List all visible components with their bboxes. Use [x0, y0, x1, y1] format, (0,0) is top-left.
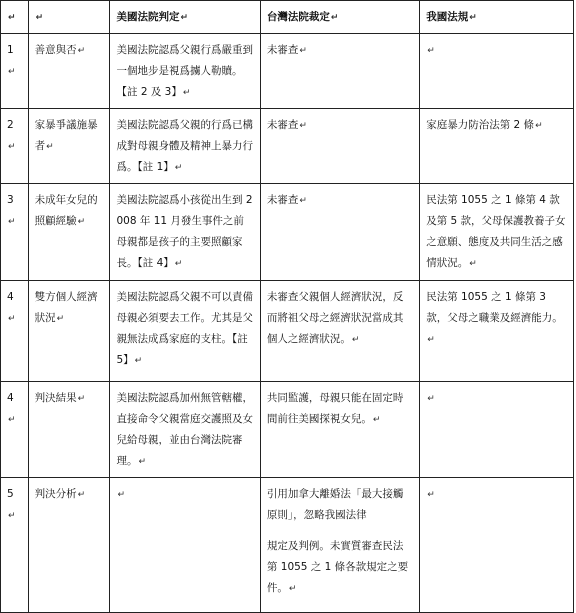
- paragraph-mark-icon: ↵: [351, 335, 360, 345]
- table-row: [1, 109, 574, 184]
- paragraph-mark-icon: ↵: [117, 490, 126, 500]
- row-number: 4: [7, 291, 14, 303]
- table-row: [1, 34, 574, 109]
- us-ruling-text: 美國法院認爲父親的行爲已構成對母親身體及精神上暴力行爲。【註 1】: [116, 119, 253, 173]
- paragraph-mark-icon: ↵: [134, 356, 143, 366]
- cell-law: [420, 281, 574, 382]
- cell-item: [28, 34, 110, 109]
- paragraph-mark-icon: ↵: [8, 67, 16, 77]
- cell-us: [110, 184, 260, 281]
- row-number: 3: [7, 194, 14, 206]
- cell-law: [420, 478, 574, 613]
- cell-num: [1, 184, 29, 281]
- cell-us: [110, 382, 260, 478]
- cell-law: [420, 382, 574, 478]
- table-row: [1, 382, 574, 478]
- us-ruling-text: 美國法院認爲父親行爲嚴重到一個地步是視爲擄人勒贖。【註 2 及 3】: [116, 44, 253, 98]
- cell-num: [1, 382, 29, 478]
- paragraph-mark-icon: ↵: [8, 142, 16, 152]
- cell-tw: [260, 478, 419, 613]
- paragraph-mark-icon: ↵: [427, 490, 435, 500]
- cell-law: [420, 34, 574, 109]
- cell-tw: [260, 281, 419, 382]
- header-us-ruling: 美國法院判定: [116, 11, 180, 23]
- paragraph-mark-icon: ↵: [8, 314, 16, 324]
- tw-ruling-text: 未審查父親個人經濟狀況，反而將祖父母之經濟狀況當成其個人之經濟狀況。: [266, 291, 404, 345]
- cell-num: [1, 34, 29, 109]
- paragraph-mark-icon: ↵: [174, 163, 183, 173]
- header-cell-tw: [260, 1, 419, 34]
- header-cell-us: [110, 1, 260, 34]
- cell-law: [420, 109, 574, 184]
- paragraph-mark-icon: ↵: [77, 46, 86, 56]
- tw-ruling-text: 共同監護，母親只能在固定時間前往美國探視女兒。: [266, 392, 404, 425]
- cell-item: [28, 281, 110, 382]
- paragraph-mark-icon: ↵: [427, 335, 435, 345]
- header-law: 我國法規: [426, 11, 469, 23]
- row-item: 未成年女兒的照顧經驗: [34, 194, 98, 227]
- header-tw-ruling: 台灣法院裁定: [266, 11, 330, 23]
- row-number: 2: [7, 119, 14, 131]
- row-number: 5: [7, 488, 14, 500]
- paragraph-mark-icon: ↵: [469, 259, 477, 269]
- tw-ruling-text: 未審查: [266, 44, 299, 56]
- header-cell-item: [28, 1, 110, 34]
- cell-tw: [260, 382, 419, 478]
- paragraph-mark-icon: ↵: [299, 196, 307, 206]
- law-text: 家庭暴力防治法第 2 條: [426, 119, 535, 131]
- cell-num: [1, 281, 29, 382]
- cell-us: [110, 478, 260, 613]
- paragraph-mark-icon: ↵: [8, 415, 16, 425]
- paragraph-mark-icon: ↵: [77, 490, 86, 500]
- paragraph-mark-icon: ↵: [8, 217, 16, 227]
- paragraph-mark-icon: ↵: [299, 46, 307, 56]
- cell-item: [28, 109, 110, 184]
- row-number: 4: [7, 392, 14, 404]
- law-text: 民法第 1055 之 1 條第 3 款，父母之職業及經濟能力。: [426, 291, 563, 324]
- cell-tw: [260, 109, 419, 184]
- paragraph-mark-icon: ↵: [288, 584, 297, 594]
- row-item: 家暴爭議施暴者: [34, 119, 98, 152]
- us-ruling-text: 美國法院認爲父親不可以責備母親必須要去工作。尤其是父親無法成爲家庭的支柱。【註 5】: [116, 291, 253, 366]
- cell-us: [110, 34, 260, 109]
- paragraph-mark-icon: ↵: [535, 121, 543, 131]
- cell-num: [1, 109, 29, 184]
- paragraph-mark-icon: ↵: [427, 46, 435, 56]
- tw-ruling-text-continued: 規定及判例。未實質審查民法第 1055 之 1 條各款規定之要件。: [266, 540, 409, 594]
- paragraph-mark-icon: ↵: [180, 13, 189, 23]
- paragraph-mark-icon: ↵: [8, 13, 16, 23]
- paragraph-mark-icon: ↵: [174, 259, 183, 269]
- paragraph-mark-icon: ↵: [182, 88, 191, 98]
- paragraph-mark-icon: ↵: [330, 13, 339, 23]
- law-text: 民法第 1055 之 1 條第 4 款及第 5 款，父母保護教養子女之意願、態度及共同生活之感情狀況。: [426, 194, 566, 269]
- us-ruling-text: 美國法院認爲加州無管轄權，直接命令父親當庭交護照及女兒給母親，並由台灣法院審理。: [116, 392, 253, 467]
- cell-us: [110, 281, 260, 382]
- cell-item: [28, 478, 110, 613]
- table-row: [1, 281, 574, 382]
- header-cell-law: [420, 1, 574, 34]
- header-cell-num: [1, 1, 29, 34]
- paragraph-mark-icon: ↵: [56, 314, 65, 324]
- tw-ruling-text: 引用加拿大離婚法「最大接觸原則」，忽略我國法律: [266, 488, 404, 521]
- cell-item: [28, 184, 110, 281]
- paragraph-mark-icon: ↵: [77, 217, 86, 227]
- paragraph-mark-icon: ↵: [35, 13, 44, 23]
- row-item: 判決結果: [34, 392, 77, 404]
- paragraph-mark-icon: ↵: [138, 457, 147, 467]
- tw-ruling-text: 未審查: [266, 119, 299, 131]
- us-ruling-text: 美國法院認爲小孩從出生到 2008 年 11 月發生事件之前母親都是孩子的主要照顧家長。【註 4】: [116, 194, 253, 269]
- paragraph-mark-icon: ↵: [8, 511, 16, 521]
- cell-us: [110, 109, 260, 184]
- paragraph-mark-icon: ↵: [372, 415, 381, 425]
- cell-num: [1, 478, 29, 613]
- paragraph-mark-icon: ↵: [427, 394, 435, 404]
- cell-tw: [260, 34, 419, 109]
- paragraph-mark-icon: ↵: [77, 394, 86, 404]
- row-item: 善意與否: [34, 44, 77, 56]
- table-row: [1, 478, 574, 613]
- paragraph-mark-icon: ↵: [46, 142, 54, 152]
- header-row: [1, 1, 574, 34]
- paragraph-mark-icon: ↵: [299, 121, 307, 131]
- row-number: 1: [7, 44, 14, 56]
- paragraph-mark-icon: ↵: [469, 13, 477, 23]
- tw-ruling-text: 未審查: [266, 194, 299, 206]
- cell-item: [28, 382, 110, 478]
- cell-tw: [260, 184, 419, 281]
- cell-law: [420, 184, 574, 281]
- row-item: 雙方個人經濟狀況: [34, 291, 98, 324]
- row-item: 判決分析: [34, 488, 77, 500]
- table-row: [1, 184, 574, 281]
